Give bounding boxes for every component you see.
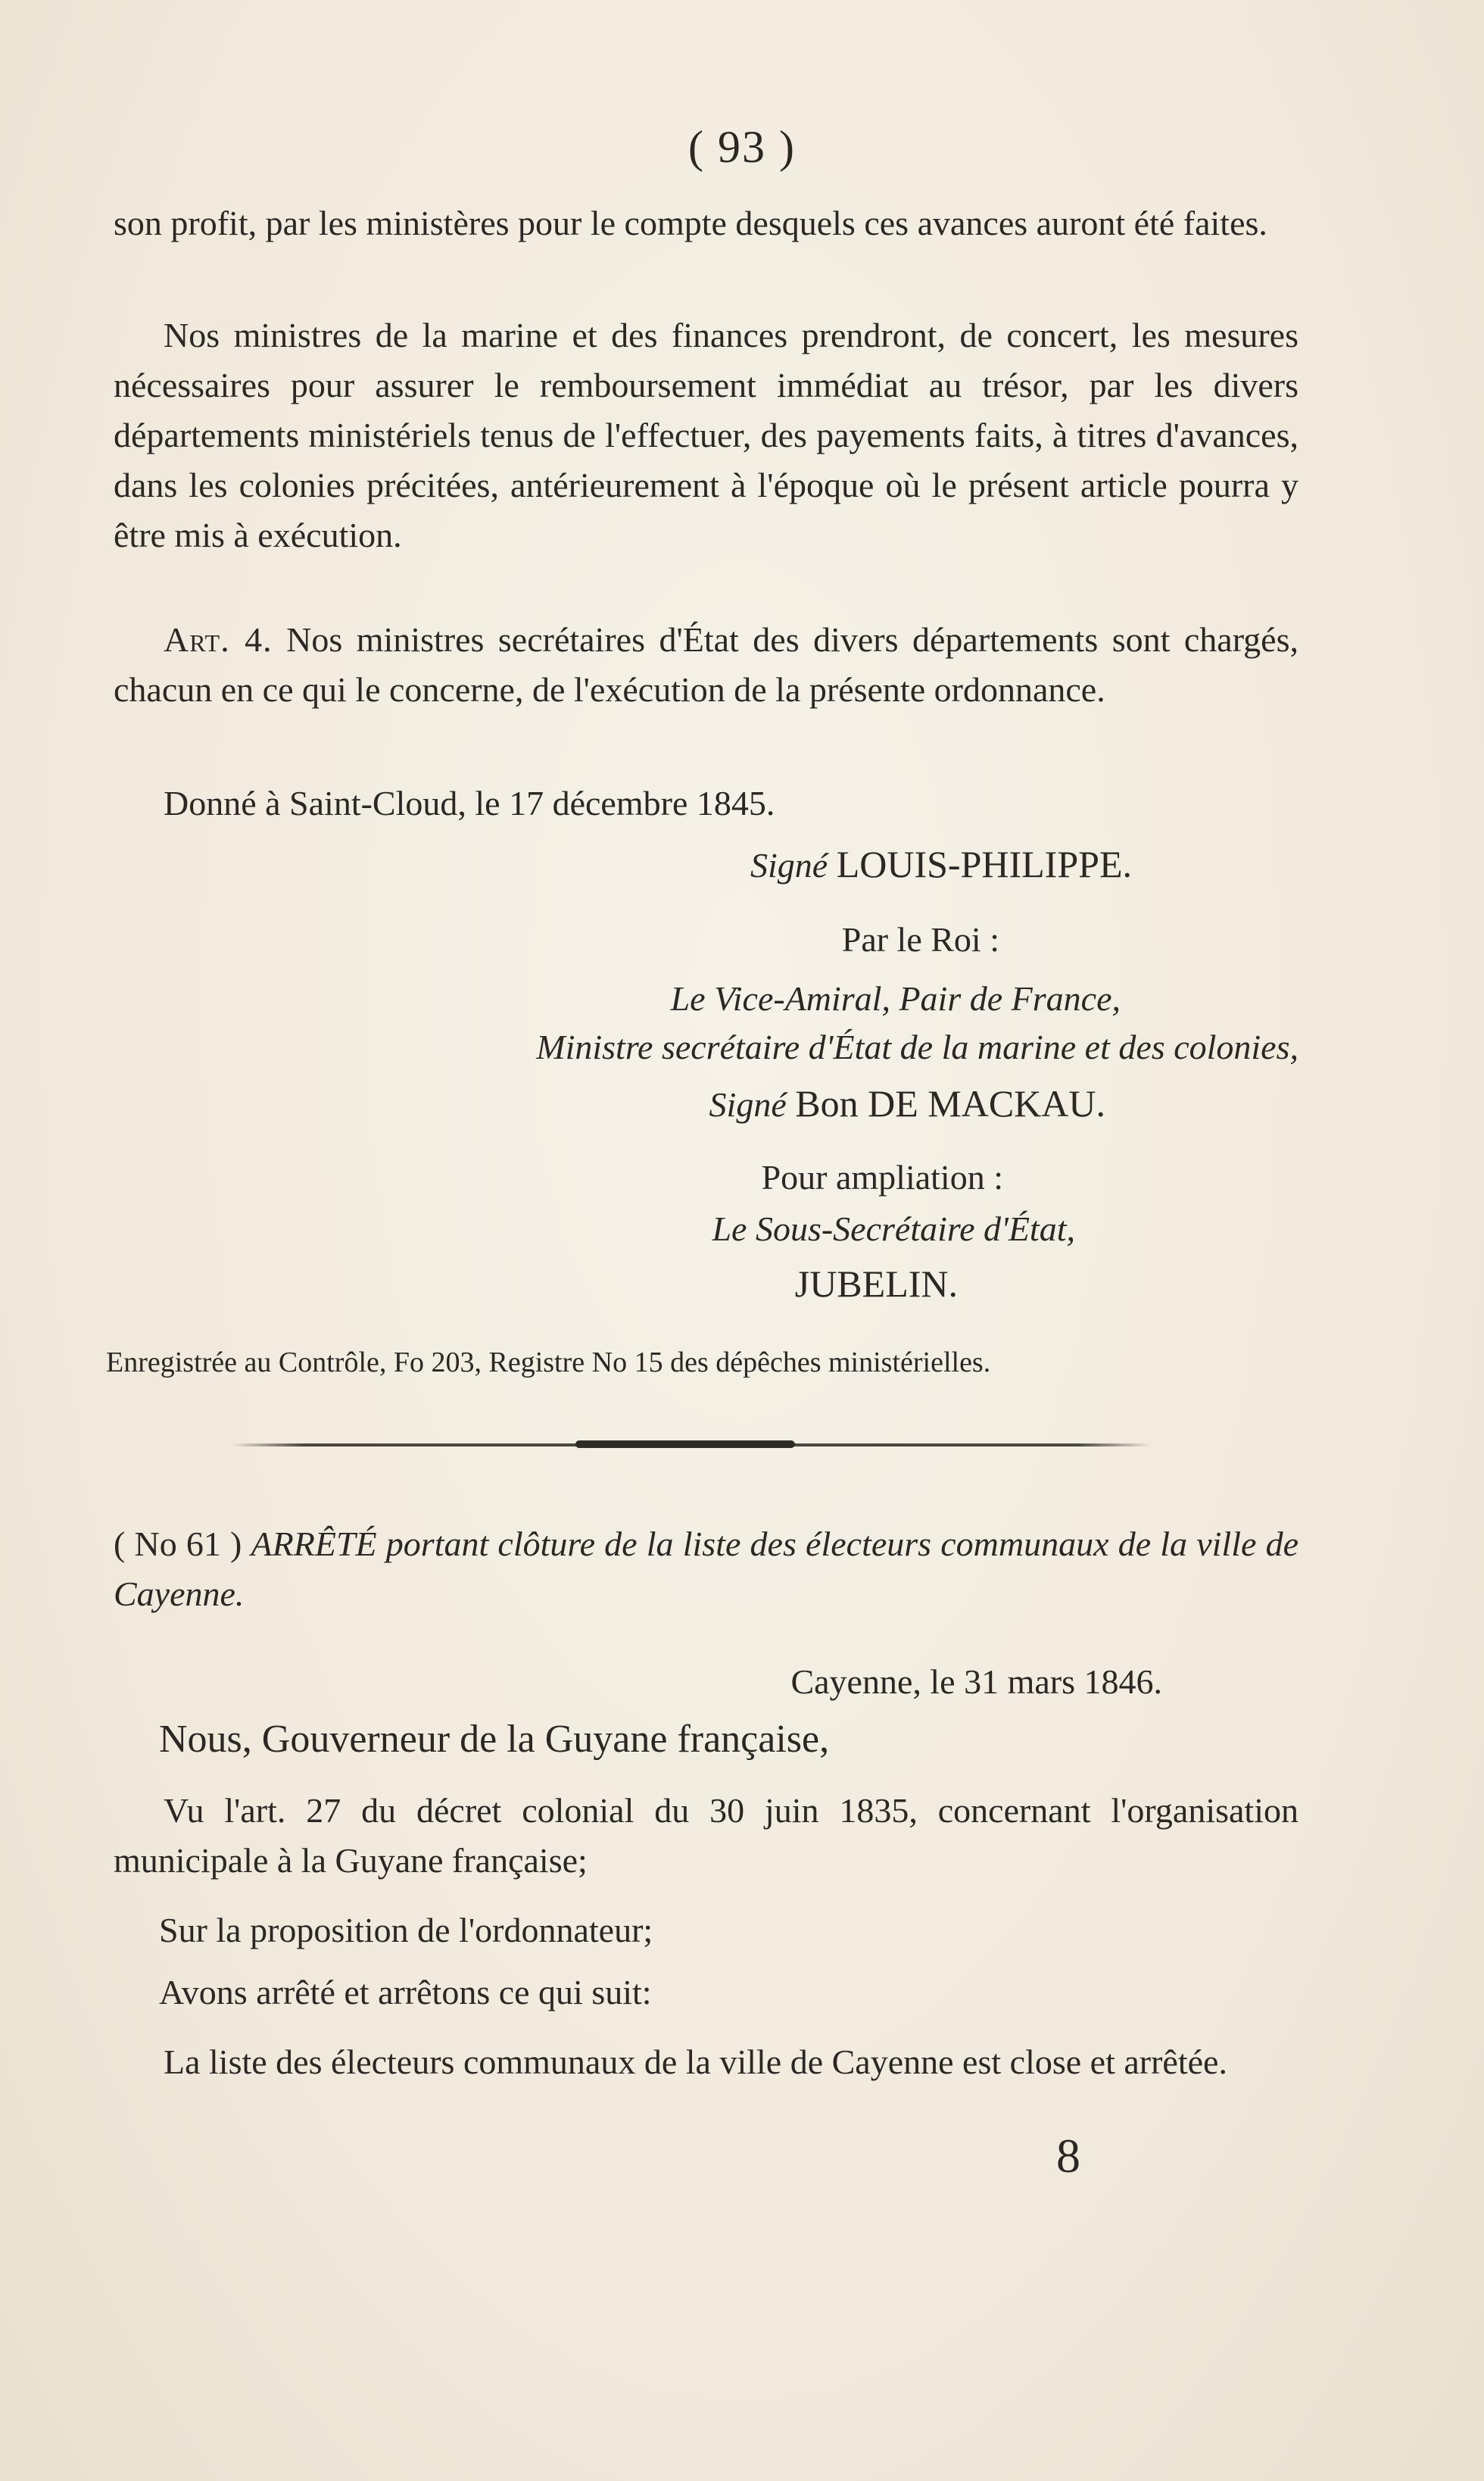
decree-number: ( No 61 ) (114, 1524, 242, 1563)
minister-title-1: Le Vice-Amiral, Pair de France, (670, 979, 1121, 1018)
signed-label: Signé (709, 1085, 787, 1124)
given-date: Donné à Saint-Cloud, le 17 décembre 1845. (164, 784, 775, 822)
article-label: Art. 4. (164, 620, 273, 659)
paragraph-ministers: Nos ministres de la marine et des finances prendront, de concert, les mesures nécessaires pour assurer le remboursement immédiat au trésor, par les divers départements ministériels tenus de l'effectuer, des payements faits, à titres d'avances, dans les colonies précitées, antérieurement à l'époque où le présent article pourra y être mis à exécution. (114, 316, 1298, 554)
par-le-roi: Par le Roi : (841, 920, 999, 959)
signed-label: Signé (750, 846, 828, 885)
vu-article: Vu l'art. 27 du décret colonial du 30 juin 1835, concernant l'organisation municipale à la Guyane française; (114, 1791, 1298, 1880)
registration-note: Enregistrée au Contrôle, Fo 203, Registre No 15 des dépêches ministérielles. (106, 1347, 991, 1378)
pour-ampliation: Pour ampliation : (761, 1158, 1003, 1197)
sous-secretaire: Le Sous-Secrétaire d'État, (712, 1209, 1075, 1248)
signed-name: Bon DE MACKAU. (795, 1082, 1105, 1125)
article-4 (114, 615, 1298, 715)
avons-arrete: Avons arrêté et arrêtons ce qui suit: (159, 1973, 652, 2011)
signature-king (114, 839, 1132, 891)
paragraph-continuation: son profit, par les ministères pour le compte desquels ces avances auront été faites. (114, 204, 1267, 242)
section-divider-ornament (575, 1440, 795, 1448)
decree-title: ARRÊTÉ portant clôture de la liste des électeurs communaux de la ville de Cayenne. (114, 1524, 1298, 1613)
jubelin: JUBELIN. (794, 1262, 958, 1305)
nous-gouverneur: Nous, Gouverneur de la Guyane française, (159, 1718, 830, 1761)
final-article: La liste des électeurs communaux de la ville de Cayenne est close et arrêtée. (164, 2043, 1227, 2081)
article-text: Nos ministres secrétaires d'État des divers départements sont chargés, chacun en ce qui le concerne, de l'exécution de la présente ordonnance. (114, 620, 1298, 709)
signed-name: LOUIS-PHILIPPE. (836, 843, 1132, 885)
decree-place-date: Cayenne, le 31 mars 1846. (790, 1662, 1162, 1701)
minister-title-2: Ministre secrétaire d'État de la marine et des colonies, (536, 1028, 1298, 1066)
signature-minister (114, 1078, 1105, 1130)
page-number: ( 93 ) (688, 122, 796, 172)
sur-proposition: Sur la proposition de l'ordonnateur; (159, 1911, 653, 1949)
decree-header (114, 1519, 1298, 1619)
signature-mark: 8 (1056, 2129, 1080, 2183)
